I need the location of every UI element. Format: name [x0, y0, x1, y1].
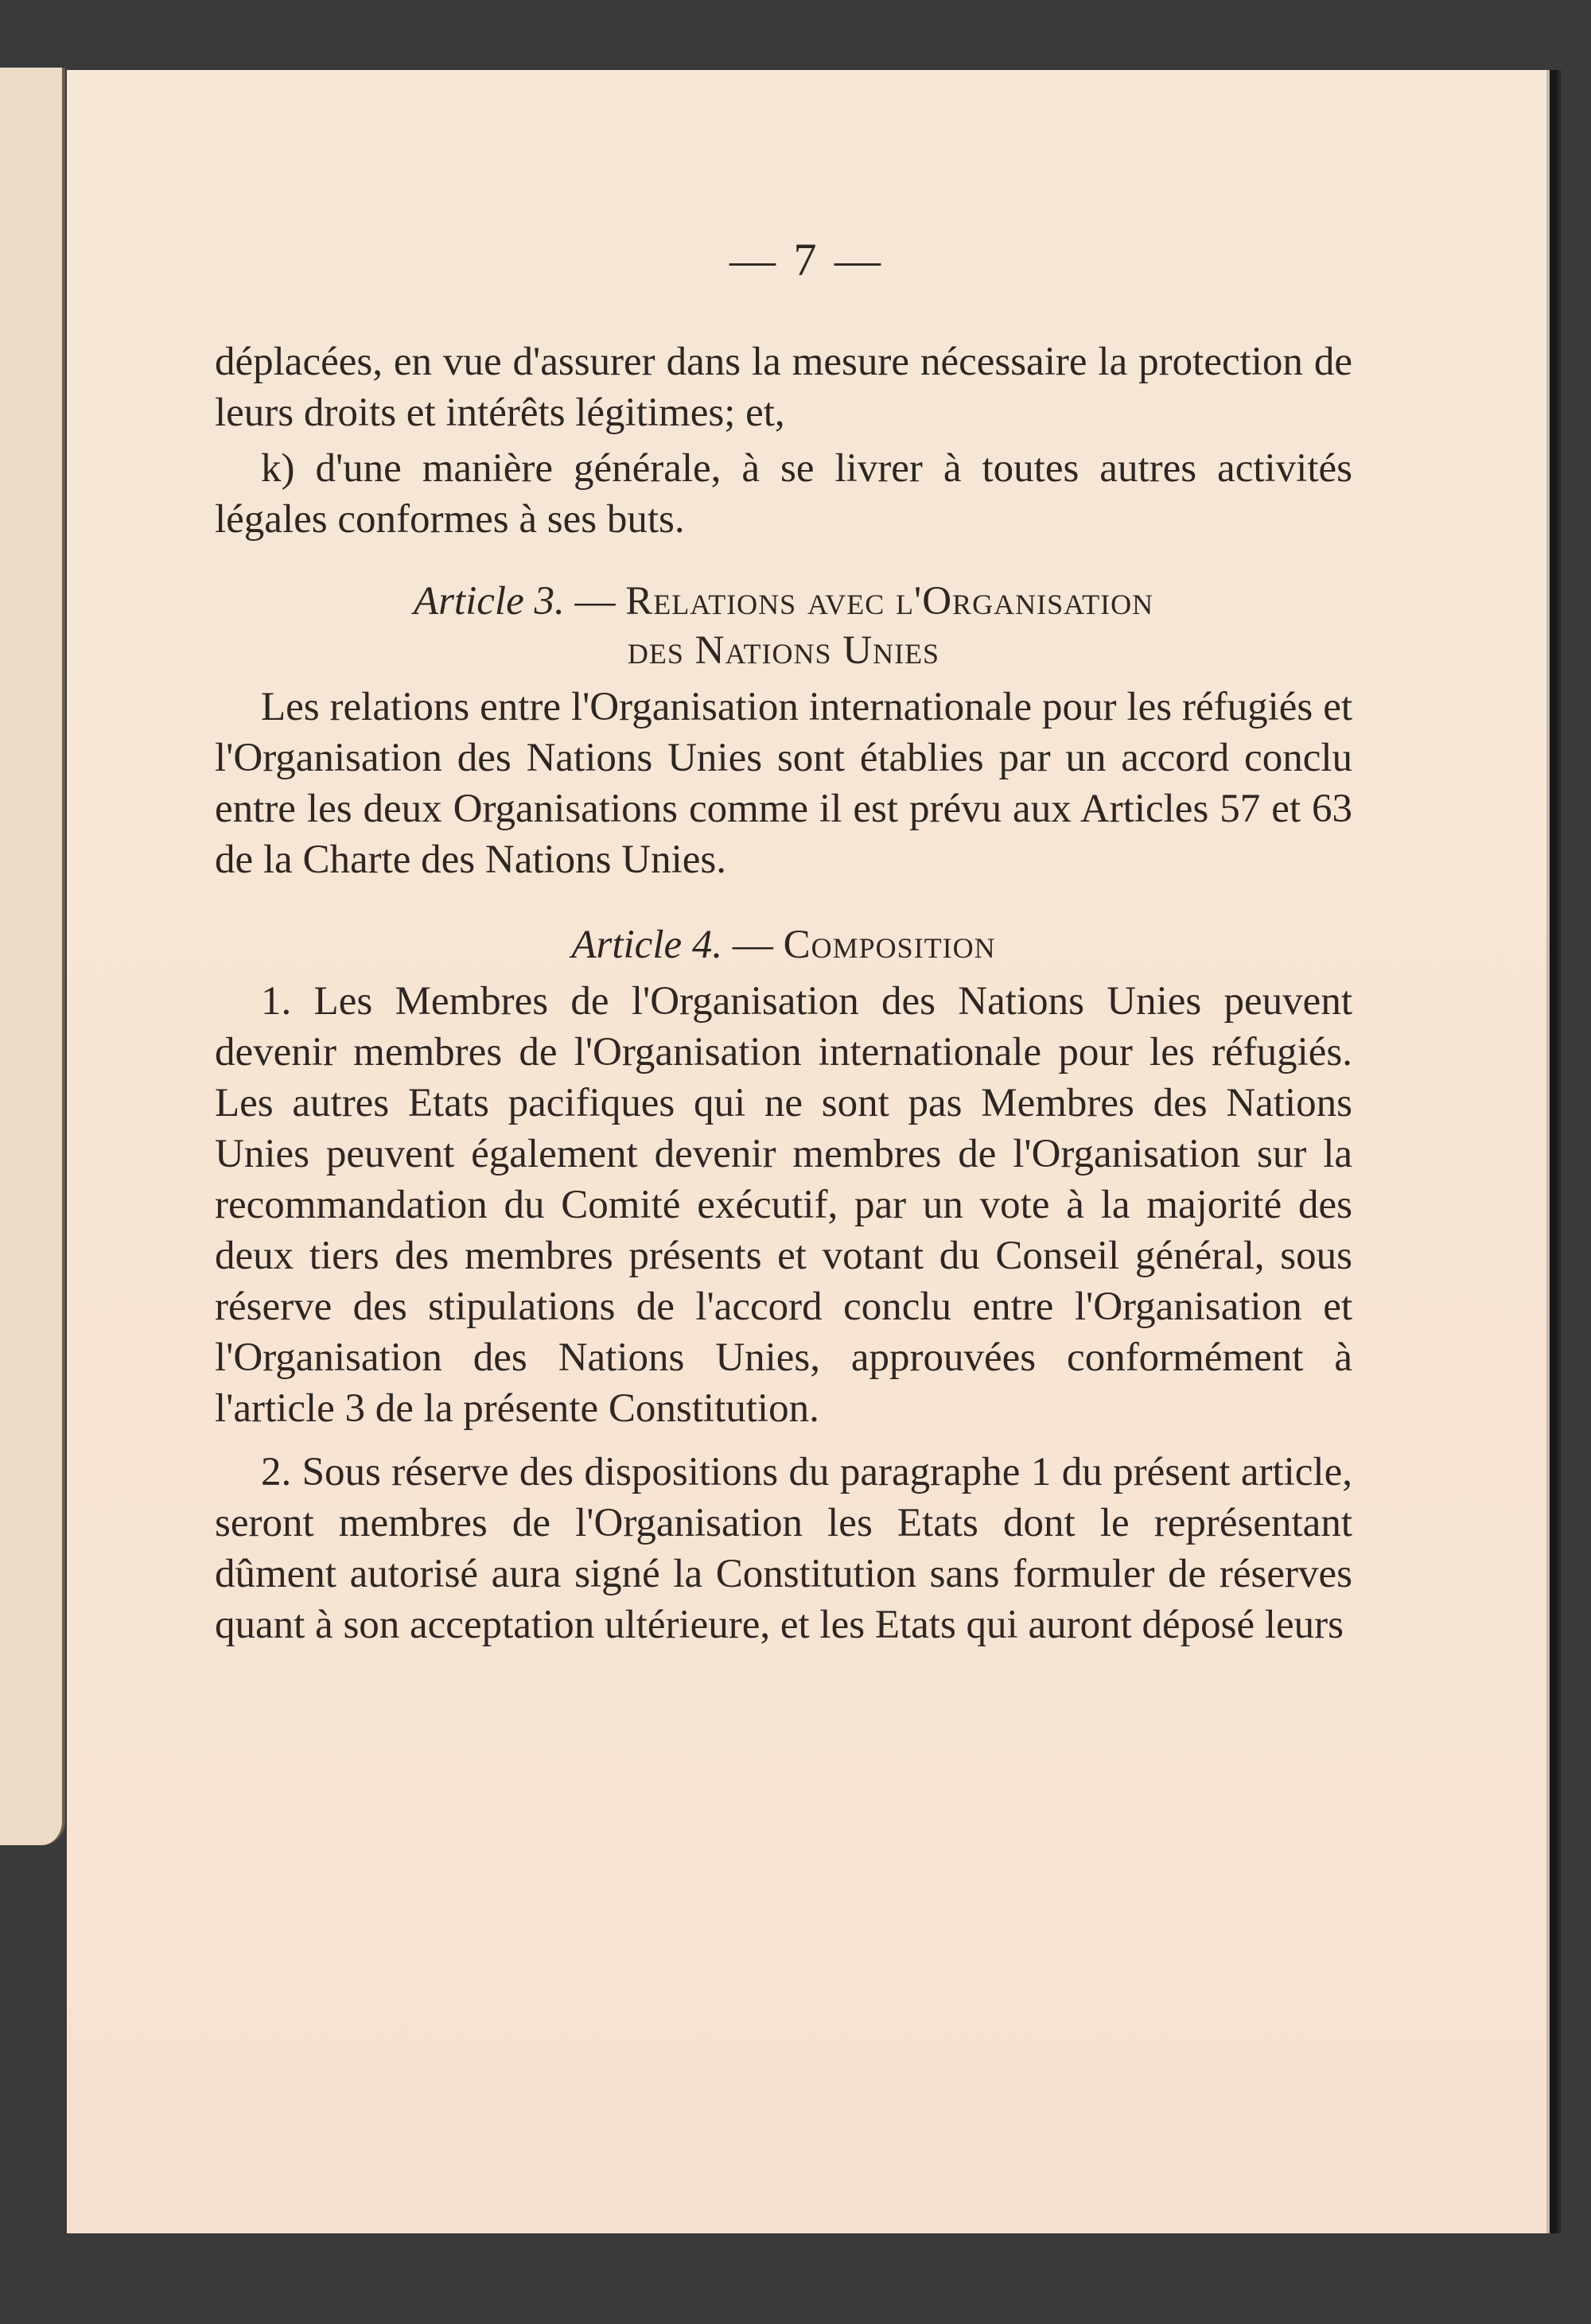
article-4-paragraph-2: 2. Sous réserve des dispositions du paragraphe 1 du présent article, seront membres de l'Organisation les Etats dont le représentant dûment autorisé aura signé la Constitution sans formuler de réserves quant à son acceptation ultérieure, et les Etats qui auront déposé leurs	[215, 1450, 1352, 1647]
article-3-body: Les relations entre l'Organisation internationale pour les réfugiés et l'Organisation des Nations Unies sont établies par un accord conclu entre les deux Organisations comme il est prévu aux Articles 57 et 63 de la Charte des Nations Unies.	[215, 685, 1352, 882]
article-3-label: Article 3.	[413, 579, 565, 624]
adjacent-left-page-edge	[0, 68, 65, 1845]
article-3-heading	[215, 577, 1352, 675]
article-3-dash: —	[574, 579, 616, 624]
page-number: — 7 —	[729, 234, 884, 286]
article-4-paragraph-1: 1. Les Membres de l'Organisation des Nations Unies peuvent devenir membres de l'Organisation internationale pour les réfugiés. Les autres Etats pacifiques qui ne sont pas Membres des Nations Unies peuvent également devenir membres de l'Organisation sur la recommandation du Comité exécutif, par un vote à la majorité des deux tiers des membres présents et votant du Conseil général, sous réserve des stipulations de l'accord conclu entre l'Organisation et l'Organisation des Nations Unies, approuvées conformément à l'article 3 de la présente Constitution.	[215, 979, 1352, 1431]
article-3-title-line2: des Nations Unies	[627, 628, 940, 673]
article-4-title: Composition	[783, 923, 996, 967]
item-k-paragraph: k) d'une manière générale, à se livrer à toutes autres activités légales conformes à ses buts.	[215, 446, 1352, 542]
article-4-dash: —	[732, 923, 773, 967]
article-4-heading	[215, 920, 1352, 970]
body-text	[215, 336, 1352, 1650]
article-4-label: Article 4.	[571, 923, 723, 967]
continuation-paragraph: déplacées, en vue d'assurer dans la mesure nécessaire la protection de leurs droits et intérêts légitimes; et,	[215, 340, 1352, 435]
document-page	[67, 70, 1550, 2233]
article-3-title-line1: Relations avec l'Organisation	[625, 579, 1154, 624]
